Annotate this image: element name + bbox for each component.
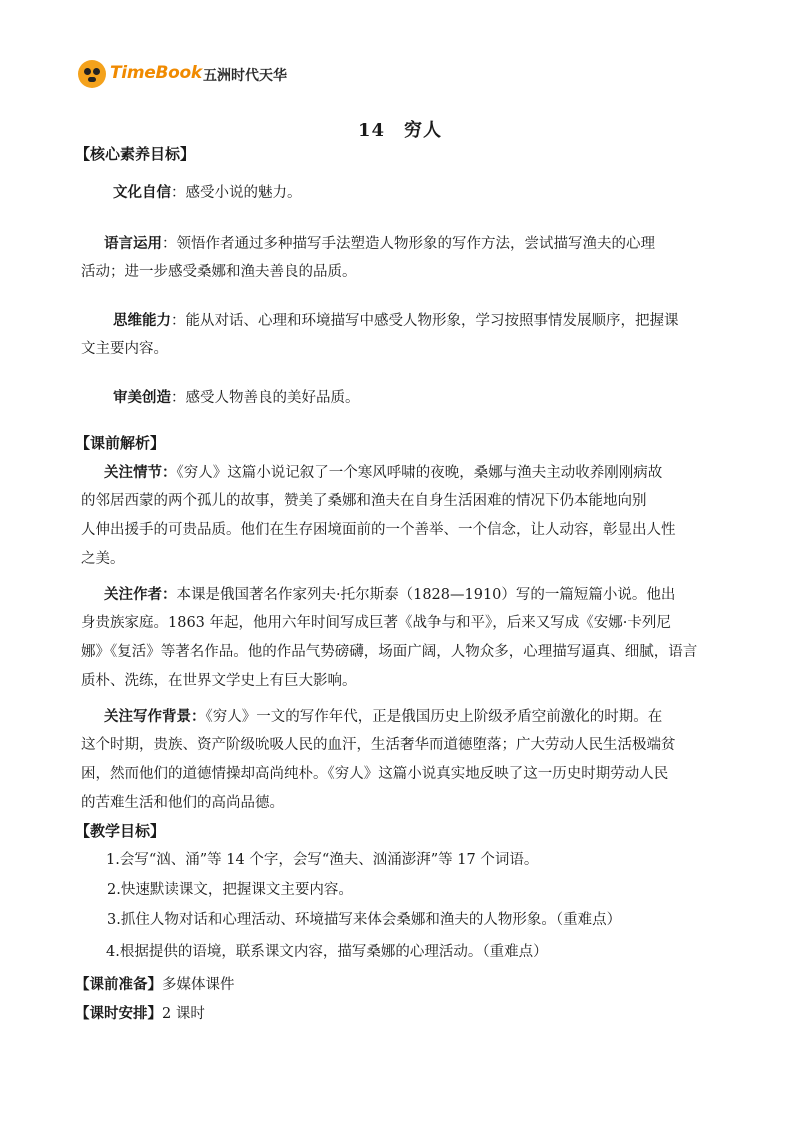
goal-item: 4.根据提供的语境，联系课文内容，描写桑娜的心理活动。（重难点） xyxy=(106,944,548,960)
analysis-p2-line xyxy=(104,580,675,610)
analysis-p3-line: 的苦难生活和他们的高尚品德。 xyxy=(81,795,284,811)
section-heading-prep: 【课前准备】 xyxy=(75,976,162,993)
core-item-text: 感受小说的魅力。 xyxy=(185,185,302,201)
analysis-text: 《穷人》这篇小说记叙了一个寒风呼啸的夜晚，桑娜与渔夫主动收养刚刚病故 xyxy=(176,465,663,481)
section-heading-goals: 【教学目标】 xyxy=(75,822,166,840)
section-heading-analysis: 【课前解析】 xyxy=(75,434,166,452)
analysis-p1-line xyxy=(104,458,662,488)
schedule-line xyxy=(75,999,205,1029)
goal-item: 3.抓住人物对话和心理活动、环境描写来体会桑娜和渔夫的人物形象。（重难点） xyxy=(107,912,622,928)
core-item-culture xyxy=(113,178,302,208)
analysis-p2-line: 质朴、洗练，在世界文学史上有巨大影响。 xyxy=(81,673,357,689)
core-item-text: 感受人物善良的美好品质。 xyxy=(185,390,360,406)
core-item-label: 语言运用 xyxy=(104,235,162,252)
core-item-text: 能从对话、心理和环境描写中感受人物形象，学习按照事情发展顺序，把握课 xyxy=(185,313,679,329)
schedule-text: 2 课时 xyxy=(162,1006,205,1022)
core-item-language-cont: 活动；进一步感受桑娜和渔夫善良的品质。 xyxy=(81,264,357,280)
goal-item: 2.快速默读课文，把握课文主要内容。 xyxy=(107,882,353,898)
analysis-p2-line: 身贵族家庭。1863 年起，他用六年时间写成巨著《战争与和平》，后来又写成《安娜·卡列尼 xyxy=(81,615,671,631)
core-item-text: 领悟作者通过多种描写手法塑造人物形象的写作方法，尝试描写渔夫的心理 xyxy=(176,236,655,252)
analysis-text: 本课是俄国著名作家列夫·托尔斯泰（1828—1910）写的一篇短篇小说。他出 xyxy=(176,587,676,603)
core-item-label: 文化自信 xyxy=(113,184,171,201)
logo-text-en: TimeBook xyxy=(110,63,202,83)
goal-item: 1.会写“汹、涌”等 14 个字，会写“渔夫、汹涌澎湃”等 17 个词语。 xyxy=(106,852,539,868)
core-item-language xyxy=(104,229,655,259)
prep-text: 多媒体课件 xyxy=(162,977,235,993)
analysis-label: 关注写作背景： xyxy=(104,708,206,725)
logo-mascot-icon xyxy=(78,60,106,88)
analysis-p1-line: 之美。 xyxy=(81,551,125,567)
core-item-aesthetic xyxy=(113,383,360,413)
analysis-p3-line: 困，然而他们的道德情操却高尚纯朴。《穷人》这篇小说真实地反映了这一历史时期劳动人民 xyxy=(81,766,669,782)
logo-text-zh: 五洲时代天华 xyxy=(203,68,287,84)
analysis-p1-line: 的邻居西蒙的两个孤儿的故事，赞美了桑娜和渔夫在自身生活困难的情况下仍本能地向别 xyxy=(81,493,647,509)
colon: ： xyxy=(171,313,186,329)
core-item-label: 审美创造 xyxy=(113,389,171,406)
core-item-label: 思维能力 xyxy=(113,312,171,329)
analysis-label: 关注情节： xyxy=(104,464,177,481)
colon: ： xyxy=(162,236,177,252)
page-title: 14 穷人 xyxy=(357,120,443,141)
section-heading-core: 【核心素养目标】 xyxy=(75,145,196,163)
colon: ： xyxy=(171,185,186,201)
analysis-p2-line: 娜》《复活》等著名作品。他的作品气势磅礴，场面广阔，人物众多，心理描写逼真、细腻，语言 xyxy=(81,644,698,660)
colon: ： xyxy=(171,390,186,406)
analysis-text: 《穷人》一文的写作年代，正是俄国历史上阶级矛盾空前激化的时期。在 xyxy=(205,709,663,725)
core-item-thinking xyxy=(113,306,679,336)
section-heading-schedule: 【课时安排】 xyxy=(75,1005,162,1022)
core-item-thinking-cont: 文主要内容。 xyxy=(81,341,168,357)
analysis-p1-line: 人伸出援手的可贵品质。他们在生存困境面前的一个善举、一个信念，让人动容，彰显出人性 xyxy=(81,522,676,538)
analysis-label: 关注作者： xyxy=(104,586,177,603)
analysis-p3-line xyxy=(104,702,662,732)
analysis-p3-line: 这个时期，贵族、资产阶级吮吸人民的血汗，生活奢华而道德堕落；广大劳动人民生活极端贫 xyxy=(81,737,676,753)
brand-logo xyxy=(78,60,318,92)
prep-line xyxy=(75,970,235,1000)
